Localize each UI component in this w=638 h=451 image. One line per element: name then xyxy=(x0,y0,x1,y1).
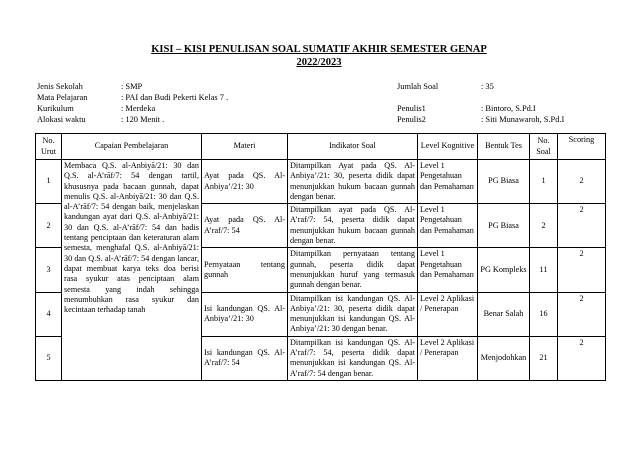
meta-label: Penulis2 xyxy=(397,115,426,124)
scoring-cell: 2 xyxy=(558,336,606,380)
header-no-soal: No. Soal xyxy=(530,134,558,160)
header-materi: Materi xyxy=(202,134,288,160)
title-line-2: 2022/2023 xyxy=(296,57,342,68)
indikator-cell: Ditampilkan pernyataan tentang gunnah, peserta didik dapat menunjukkan huruf yang termasuk gunnah dengan benar. xyxy=(288,248,418,292)
meta-row xyxy=(397,103,564,114)
meta-row xyxy=(37,81,228,92)
no-soal-cell: 21 xyxy=(530,336,558,380)
level-cell: Level 1 Pengetahuan dan Pemahaman xyxy=(418,160,478,204)
header-scoring: Scoring xyxy=(558,134,606,160)
indikator-cell: Ditampilkan isi kandungan QS. Al-A’raf/7: 54, peserta didik dapat menunjukkan isi kandungan QS. Al-A’raf/7: 54 dengan benar. xyxy=(288,336,418,380)
indikator-cell: Ditampilkan Ayat pada QS. Al-Anbiya’/21: 30, peserta didik dapat menunjukkan hukum bacaan gunnah dengan benar. xyxy=(288,160,418,204)
meta-value: : SMP xyxy=(121,82,143,91)
materi-cell: Ayat pada QS. Al-Anbiya’/21: 30 xyxy=(202,160,288,204)
level-cell: Level 1 Pengetahuan dan Pemahaman xyxy=(418,204,478,248)
meta-value: : 120 Menit . xyxy=(121,115,165,124)
scoring-cell: 2 xyxy=(558,292,606,336)
materi-cell: Pernyataan tentang gunnah xyxy=(202,248,288,292)
bentuk-tes-cell: Menjodohkan xyxy=(478,336,530,380)
header-level: Level Kognitive xyxy=(418,134,478,160)
no-soal-cell: 2 xyxy=(530,204,558,248)
header-no-urut: No. Urut xyxy=(36,134,62,160)
meta-value: : Bintoro, S.Pd.I xyxy=(481,104,536,113)
kisi-table xyxy=(35,133,606,381)
row-number: 5 xyxy=(36,336,62,380)
meta-value: : 35 xyxy=(481,82,494,91)
title-line-1: KISI – KISI PENULISAN SOAL SUMATIF AKHIR SEMESTER GENAP xyxy=(151,44,487,55)
level-cell: Level 1 Pengetahuan dan Pemahaman xyxy=(418,248,478,292)
bentuk-tes-cell: PG Biasa xyxy=(478,204,530,248)
table-row xyxy=(36,160,606,204)
row-number: 4 xyxy=(36,292,62,336)
capaian-pembelajaran: Membaca Q.S. al-Anbiyā/21: 30 dan Q.S. al-A’rāf/7: 54 dengan tartil, khususnya pada bacaan gunnah, dapat menulis Q.S. al-Anbiyā/21: 30 dan Q.S. al-A’rāf/7: 54 dengan baik, menjelaskan kandungan ayat dari Q.S. al-Anbiyā/21: 30 dan Q.S. al-A’rāf/7: 54 dan hadis tentang penciptaan dan keteraturan alam semesta, menghafal Q.S. al-Anbiyā/21: 30 dan Q.S. al-A’rāf/7: 54 dengan lancar, dapat membuat karya teks doa berisi rasa syukur atas penciptaan alam semesta yang indah sehingga menumbuhkan rasa syukur dan kecintaan terhadap tanah xyxy=(62,160,202,381)
meta-right xyxy=(397,81,564,125)
meta-value: : PAI dan Budi Pekerti Kelas 7 . xyxy=(121,93,229,102)
bentuk-tes-cell: PG Biasa xyxy=(478,160,530,204)
materi-cell: Isi kandungan QS. Al-Anbiya’/21: 30 xyxy=(202,292,288,336)
meta-left xyxy=(37,81,228,125)
row-number: 2 xyxy=(36,204,62,248)
header-capaian: Capaian Pembelajaran xyxy=(62,134,202,160)
scoring-cell: 2 xyxy=(558,204,606,248)
meta-row xyxy=(397,114,564,125)
meta-row xyxy=(37,114,228,125)
level-cell: Level 2 Aplikasi / Penerapan xyxy=(418,292,478,336)
meta-label: Mata Pelajaran xyxy=(37,93,88,102)
meta-value: : Merdeka xyxy=(121,104,156,113)
row-number: 1 xyxy=(36,160,62,204)
table-header-row xyxy=(36,134,606,160)
meta-row xyxy=(37,103,228,114)
no-soal-cell: 11 xyxy=(530,248,558,292)
header-indikator: Indikator Soal xyxy=(288,134,418,160)
meta-value: : Siti Munawaroh, S.Pd.I xyxy=(481,115,565,124)
bentuk-tes-cell: PG Kompleks xyxy=(478,248,530,292)
meta-label: Jenis Sekolah xyxy=(37,82,83,91)
scoring-cell: 2 xyxy=(558,160,606,204)
meta-label: Alokasi waktu xyxy=(37,115,86,124)
bentuk-tes-cell: Benar Salah xyxy=(478,292,530,336)
no-soal-cell: 16 xyxy=(530,292,558,336)
no-soal-cell: 1 xyxy=(530,160,558,204)
meta-label: Jumlah Soal xyxy=(397,82,439,91)
meta-label: Penulis1 xyxy=(397,104,426,113)
indikator-cell: Ditampilkan isi kandungan QS. Al-Anbiya’/21: 30, peserta didik dapat menunjukkan isi kandungan QS. Al-Anbiya’/21: 30 dengan benar. xyxy=(288,292,418,336)
level-cell: Level 2 Aplikasi / Penerapan xyxy=(418,336,478,380)
meta-row xyxy=(397,92,564,103)
indikator-cell: Ditampilkan ayat pada QS. Al-A’raf/7: 54, peserta didik dapat menunjukkan hukum bacaan gunnah dengan benar. xyxy=(288,204,418,248)
materi-cell: Ayat pada QS. Al-A’raf/7: 54 xyxy=(202,204,288,248)
scoring-cell: 2 xyxy=(558,248,606,292)
meta-label: Kurikulum xyxy=(37,104,74,113)
row-number: 3 xyxy=(36,248,62,292)
meta-row xyxy=(397,81,564,92)
materi-cell: Isi kandungan QS. Al-A’raf/7: 54 xyxy=(202,336,288,380)
meta-label xyxy=(397,92,481,103)
header-bentuk-tes: Bentuk Tes xyxy=(478,134,530,160)
document-title xyxy=(0,43,638,69)
meta-row xyxy=(37,92,228,103)
